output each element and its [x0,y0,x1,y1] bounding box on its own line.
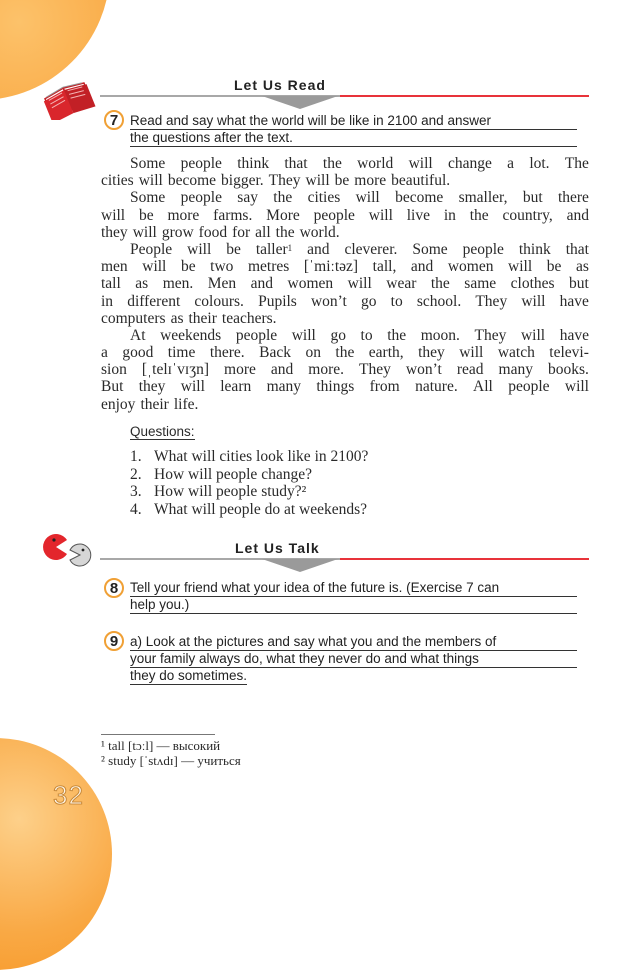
word: school. [416,292,462,310]
instruction-line [130,113,577,130]
word: more [167,206,200,224]
word: enjoy [101,395,136,413]
page-number: 32 [53,780,84,810]
question-text: What will people do at weekends? [154,500,368,518]
word: will [508,258,533,276]
question-number: 4. [130,500,142,518]
word: books. [547,361,589,379]
word: beautiful. [391,172,451,190]
text-line [101,378,589,395]
instruction-text: help you.) [130,597,190,612]
word: learn [220,378,252,396]
word: from [369,378,400,396]
word: farms. [213,206,253,224]
word: will [564,378,589,396]
word: and [270,361,294,379]
word: lot. [529,155,550,172]
exercise-number-9: 9 [104,631,124,651]
word: will [368,206,393,224]
word: people [235,326,278,344]
word: people [313,206,355,224]
footnote-tall: ¹ tall [tɔːl] — высокий [101,738,221,753]
word: [ˌtelɪˈvɪʒn] [141,361,209,379]
word: will [521,292,546,310]
word: cleverer. [344,240,398,258]
word: men [101,258,128,276]
word: televi- [549,344,589,362]
text-line [101,155,589,172]
word: become [167,172,217,190]
word: as [575,258,589,276]
question-number: 1. [130,448,142,465]
word: Some [130,189,166,207]
word: people [508,378,550,396]
text-line [101,361,589,378]
word: will [138,172,163,190]
word: and [307,240,330,258]
word: a [101,344,108,362]
section-title-read: Let Us Read [234,77,326,93]
section-title-talk: Let Us Talk [235,540,320,556]
text-line [101,224,589,241]
text-line [101,344,589,361]
word: all [255,223,271,241]
exercise-number-7: 7 [104,110,124,130]
section-arrow-talk [262,559,338,572]
text-line [101,327,589,344]
word: many [498,361,533,379]
word: colours. [194,292,244,310]
word: world. [299,223,340,241]
word: that [284,155,308,172]
word: have [559,326,589,344]
word: will [132,223,157,241]
word: become [395,189,444,207]
instruction-line [130,651,577,668]
word: their [140,395,169,413]
section-rule-talk-right [340,558,589,560]
word: [ˈmiːtəz] [303,258,359,276]
open-book-icon [40,74,96,120]
instruction-line [130,668,247,685]
word: live [406,206,430,224]
word: women [447,258,494,276]
word: tall [101,275,121,293]
word: moon. [420,326,460,344]
text-line [101,310,589,327]
word: They [359,361,391,379]
exercise-number-8: 8 [104,578,124,598]
word: and [250,275,274,293]
question-number: 2. [130,465,142,483]
text-line [101,258,589,275]
word: the [335,344,355,362]
footnote-divider [101,734,215,735]
text-line [101,207,589,224]
question-text: What will cities look like in 2100? [154,448,369,465]
word: read [456,361,484,379]
word: two [210,258,234,276]
word: be [138,206,154,224]
word: women [287,275,334,293]
word: be [546,258,562,276]
word: won’t [405,361,442,379]
word: more [224,361,256,379]
word: watch [497,344,535,362]
word: change [447,155,492,172]
instruction-text: a) Look at the pictures and say what you and the members of [130,634,497,649]
word: will [459,344,484,362]
word: think [237,155,270,172]
word: more [354,172,387,190]
word: think [518,240,551,258]
word: will [520,326,546,344]
word: They [268,172,301,190]
word: the [322,155,342,172]
word: will [355,189,380,207]
instruction-line [130,597,577,614]
word: bigger. [221,172,264,190]
word: in [443,206,456,224]
word: weekends [160,326,222,344]
word: time [167,344,196,362]
word: they [101,223,128,241]
word: will [101,206,126,224]
word: their [188,309,217,327]
word: taller$^1$ [255,240,293,258]
word: be [180,258,196,276]
instruction-text: your family always do, what they never do and what things [130,651,479,666]
word: they [138,378,166,396]
word: Some [412,240,448,258]
word: teachers. [221,309,277,327]
instruction-text: they do sometimes. [130,668,248,683]
word: will [180,378,205,396]
question-text: How will people study?² [154,483,307,501]
word: will [291,326,316,344]
word: Back [259,344,291,362]
word: cities [307,189,341,207]
word: be [226,240,241,258]
word: grow [161,223,194,241]
word: computers [101,309,166,327]
footnote-study: ² study [ˈstʌdɪ] — учиться [101,753,241,768]
word: say [237,189,258,207]
word: wear [386,275,417,293]
word: But [101,378,124,396]
section-arrow-read [262,96,338,109]
word: a [507,155,515,172]
exercise-9-instruction [130,634,577,685]
word: to [390,292,403,310]
word: the [275,223,295,241]
word: but [569,275,589,293]
word: as [170,309,184,327]
word: will [187,240,212,258]
text-line [101,396,589,413]
word: will [305,172,330,190]
word: the [430,275,450,293]
word: life. [173,395,199,413]
exercise-8-instruction [130,580,577,614]
question-item [130,448,368,466]
pacman-faces-icon [40,531,96,567]
text-line [101,172,589,189]
word: but [522,189,543,207]
word: smaller, [458,189,508,207]
word: won’t [310,292,347,310]
word: be [334,172,350,190]
word: The [564,155,589,172]
word: and [410,258,434,276]
word: for [232,223,251,241]
word: Pupils [258,292,297,310]
word: many [266,378,302,396]
word: metres [247,258,290,276]
reading-text [101,155,589,413]
word: world [357,155,394,172]
word: All [473,378,493,396]
word: food [198,223,228,241]
word: there [557,189,589,207]
word: different [127,292,181,310]
word: They [475,292,508,310]
question-item [130,466,368,484]
word: More [266,206,300,224]
text-line [101,293,589,310]
question-item [130,501,368,519]
word: will [142,258,167,276]
word: nature. [415,378,458,396]
word: earth, [368,344,404,362]
text-line [101,241,589,258]
word: go [361,292,377,310]
word: people [180,189,222,207]
word: cities [101,172,134,190]
questions-list [130,448,368,518]
word: People [130,240,173,258]
word: the [273,189,293,207]
instruction-text: the questions after the text. [130,130,293,145]
word: that [565,240,589,258]
word: good [122,344,154,362]
instruction-text: Read and say what the world will be like in 2100 and answer [130,113,491,128]
word: Men [207,275,237,293]
text-line [101,275,589,292]
word: same [464,275,497,293]
section-rule-read-right [340,95,589,97]
exercise-7-instruction [130,113,577,147]
word: go [330,326,346,344]
instruction-text: Tell your friend what your idea of the future is. (Exercise 7 can [130,580,500,595]
word: as [135,275,149,293]
instruction-line [130,580,577,597]
word: things [316,378,355,396]
word: there. [209,344,245,362]
word: people [180,155,222,172]
word: tall, [372,258,397,276]
questions-label: Questions: [130,424,195,439]
instruction-line [130,634,577,651]
word: men. [162,275,194,293]
word: people [462,240,504,258]
word: the [469,206,489,224]
question-item [130,483,368,501]
question-text: How will people change? [154,465,312,483]
word: will [408,155,433,172]
word: the [387,326,407,344]
text-line [101,189,589,206]
word: to [360,326,373,344]
word: clothes [510,275,555,293]
instruction-line [130,130,577,147]
word: they [418,344,445,362]
word: in [101,292,114,310]
corner-decoration-bottom [0,738,112,970]
word: country, [502,206,553,224]
word: will [347,275,372,293]
word: Some [130,155,166,172]
question-number: 3. [130,483,142,501]
word: sion [101,361,127,379]
word: have [559,292,589,310]
word: and [566,206,589,224]
word: They [474,326,507,344]
word: on [305,344,321,362]
word: more. [308,361,345,379]
word: At [130,326,146,344]
